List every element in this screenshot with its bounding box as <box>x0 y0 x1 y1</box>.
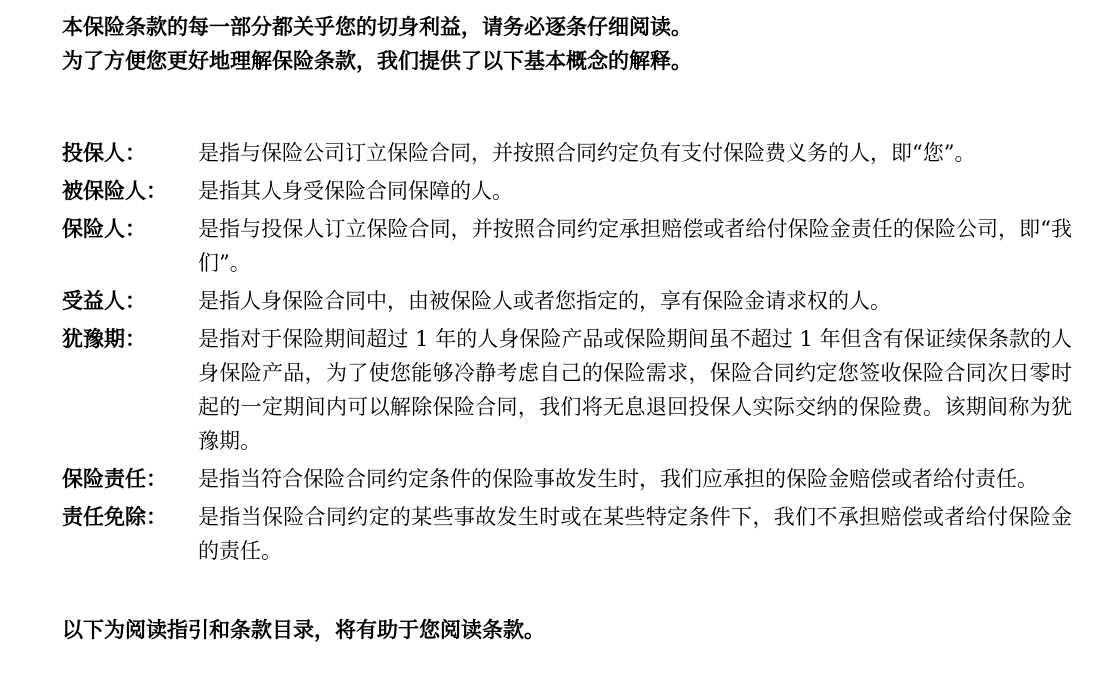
definition-description: 是指对于保险期间超过 1 年的人身保险产品或保险期间虽不超过 1 年但含有保证续保条款的人身保险产品，为了使您能够冷静考虑自己的保险需求，保险合同约定您签收保险合同次日零时起的一定期间内可以解除保险合同，我们将无息退回投保人实际交纳的保险费。该期间称为犹豫期。 <box>198 327 1072 453</box>
definition-item <box>62 212 1072 280</box>
definition-term: 犹豫期： <box>62 327 146 351</box>
definitions-list <box>62 136 1072 568</box>
definition-description: 是指当符合保险合同约定条件的保险事故发生时，我们应承担的保险金赔偿或者给付责任。 <box>198 467 1038 491</box>
definition-description: 是指与投保人订立保险合同，并按照合同约定承担赔偿或者给付保险金责任的保险公司，即“我们”。 <box>198 217 1072 275</box>
definition-description: 是指人身保险合同中，由被保险人或者您指定的，享有保险金请求权的人。 <box>198 289 891 313</box>
definition-description: 是指与保险公司订立保险合同，并按照合同约定负有支付保险费义务的人，即“您”。 <box>198 141 976 165</box>
definition-term: 保险责任： <box>62 467 167 491</box>
definition-item <box>62 322 1072 458</box>
definition-term: 受益人： <box>62 289 146 313</box>
definition-term: 被保险人： <box>62 179 167 203</box>
document-page <box>62 10 1072 572</box>
definition-item <box>62 462 1072 496</box>
definition-description: 是指其人身受保险合同保障的人。 <box>198 179 513 203</box>
reading-guide-note: 以下为阅读指引和条款目录，将有助于您阅读条款。 <box>62 618 545 642</box>
intro-line-2: 为了方便您更好地理解保险条款，我们提供了以下基本概念的解释。 <box>62 49 692 73</box>
intro-line-1: 本保险条款的每一部分都关乎您的切身利益，请务必逐条仔细阅读。 <box>62 15 692 39</box>
definition-term: 保险人： <box>62 217 146 241</box>
definition-item <box>62 500 1072 568</box>
definition-item <box>62 174 1072 208</box>
cropped-header-fragment <box>820 0 1060 4</box>
definition-item <box>62 136 1072 170</box>
definition-term: 投保人： <box>62 141 146 165</box>
definition-item <box>62 284 1072 318</box>
definition-term: 责任免除： <box>62 505 167 529</box>
definition-description: 是指当保险合同约定的某些事故发生时或在某些特定条件下，我们不承担赔偿或者给付保险金的责任。 <box>198 505 1072 563</box>
